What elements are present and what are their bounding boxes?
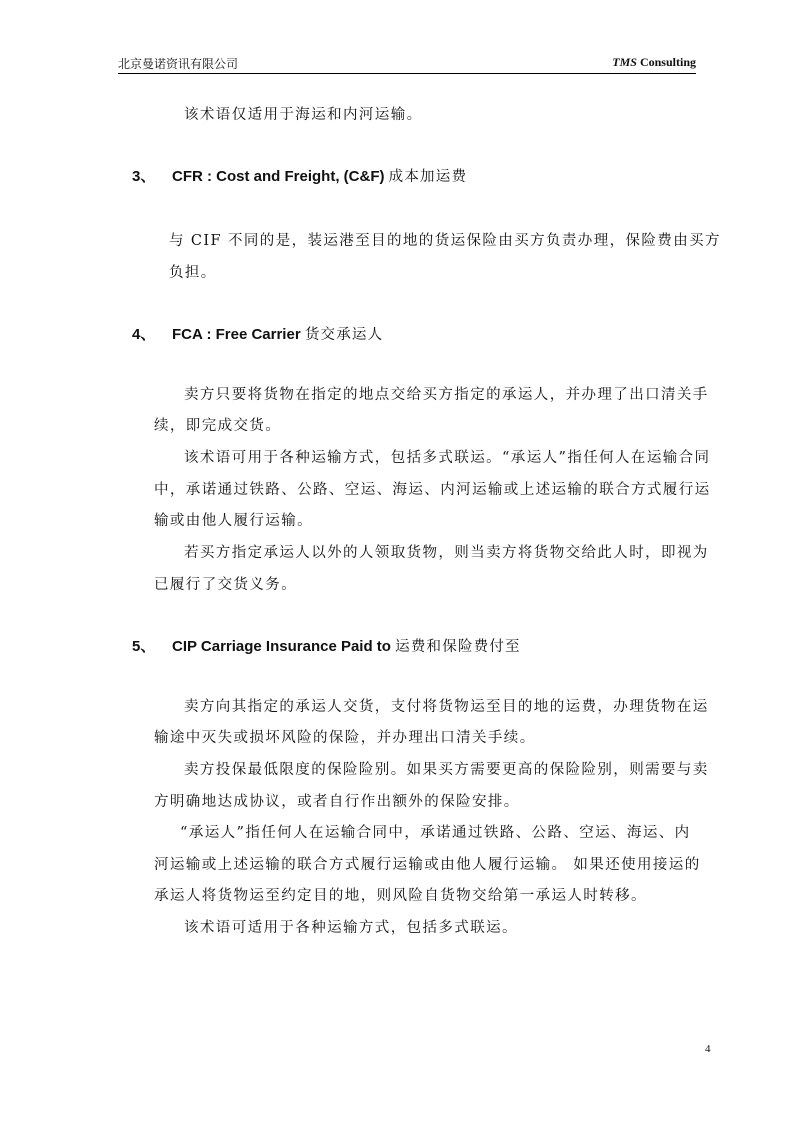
- section-number: 3、: [132, 168, 156, 185]
- section-term-chinese: 货交承运人: [304, 327, 384, 343]
- section-heading-4: [132, 323, 383, 344]
- paragraph-line: 与 CIF 不同的是，装运港至目的地的货运保险由买方负责办理，保险费由买方: [169, 233, 721, 249]
- section-term-chinese: 成本加运费: [388, 169, 468, 185]
- paragraph-line: 河运输或上述运输的联合方式履行运输或由他人履行运输。 如果还使用接运的: [154, 857, 701, 873]
- section-number: 4、: [132, 326, 156, 343]
- paragraph-line: 卖方向其指定的承运人交货，支付将货物运至目的地的运费，办理货物在运: [184, 699, 709, 715]
- section-heading-3: [132, 165, 467, 186]
- paragraph-line: “承运人”指任何人在运输合同中，承诺通过铁路、公路、空运、海运、内: [180, 825, 691, 841]
- section-heading-5: [132, 635, 521, 656]
- paragraph-line: 输或由他人履行运输。: [154, 513, 313, 529]
- paragraph-line: 卖方投保最低限度的保险险别。如果买方需要更高的保险险别，则需要与卖: [184, 762, 709, 778]
- paragraph-line: 已履行了交货义务。: [154, 577, 298, 593]
- section-term: CIP Carriage Insurance Paid to: [172, 638, 396, 655]
- section-term-chinese: 运费和保险费付至: [395, 639, 521, 655]
- header-brand: [612, 55, 696, 70]
- paragraph-line: 负担。: [169, 265, 217, 281]
- section-number: 5、: [132, 638, 156, 655]
- paragraph-line: 方明确地达成协议，或者自行作出额外的保险安排。: [154, 794, 520, 810]
- header-brand-consulting: Consulting: [636, 55, 696, 69]
- section-term: FCA : Free Carrier: [172, 326, 305, 343]
- paragraph-line: 该术语仅适用于海运和内河运输。: [184, 107, 423, 123]
- paragraph-line: 该术语可用于各种运输方式，包括多式联运。“承运人”指任何人在运输合同: [184, 450, 711, 466]
- paragraph-line: 若买方指定承运人以外的人领取货物，则当卖方将货物交给此人时，即视为: [184, 545, 709, 561]
- header-brand-tms: TMS: [612, 55, 637, 69]
- paragraph-line: 该术语可适用于各种运输方式，包括多式联运。: [184, 920, 518, 936]
- page-number: 4: [705, 1043, 711, 1055]
- paragraph-line: 中，承诺通过铁路、公路、空运、海运、内河运输或上述运输的联合方式履行运: [154, 482, 711, 498]
- paragraph-line: 输途中灭失或损坏风险的保险，并办理出口清关手续。: [154, 730, 536, 746]
- paragraph-line: 承运人将货物运至约定目的地，则风险自货物交给第一承运人时转移。: [154, 888, 647, 904]
- paragraph-line: 续，即完成交货。: [154, 418, 282, 434]
- paragraph-line: 卖方只要将货物在指定的地点交给买方指定的承运人，并办理了出口清关手: [184, 387, 709, 403]
- section-term: CFR : Cost and Freight, (C&F): [172, 168, 389, 185]
- header-company-name: 北京曼诺资讯有限公司: [118, 57, 239, 71]
- page-header: [118, 55, 696, 74]
